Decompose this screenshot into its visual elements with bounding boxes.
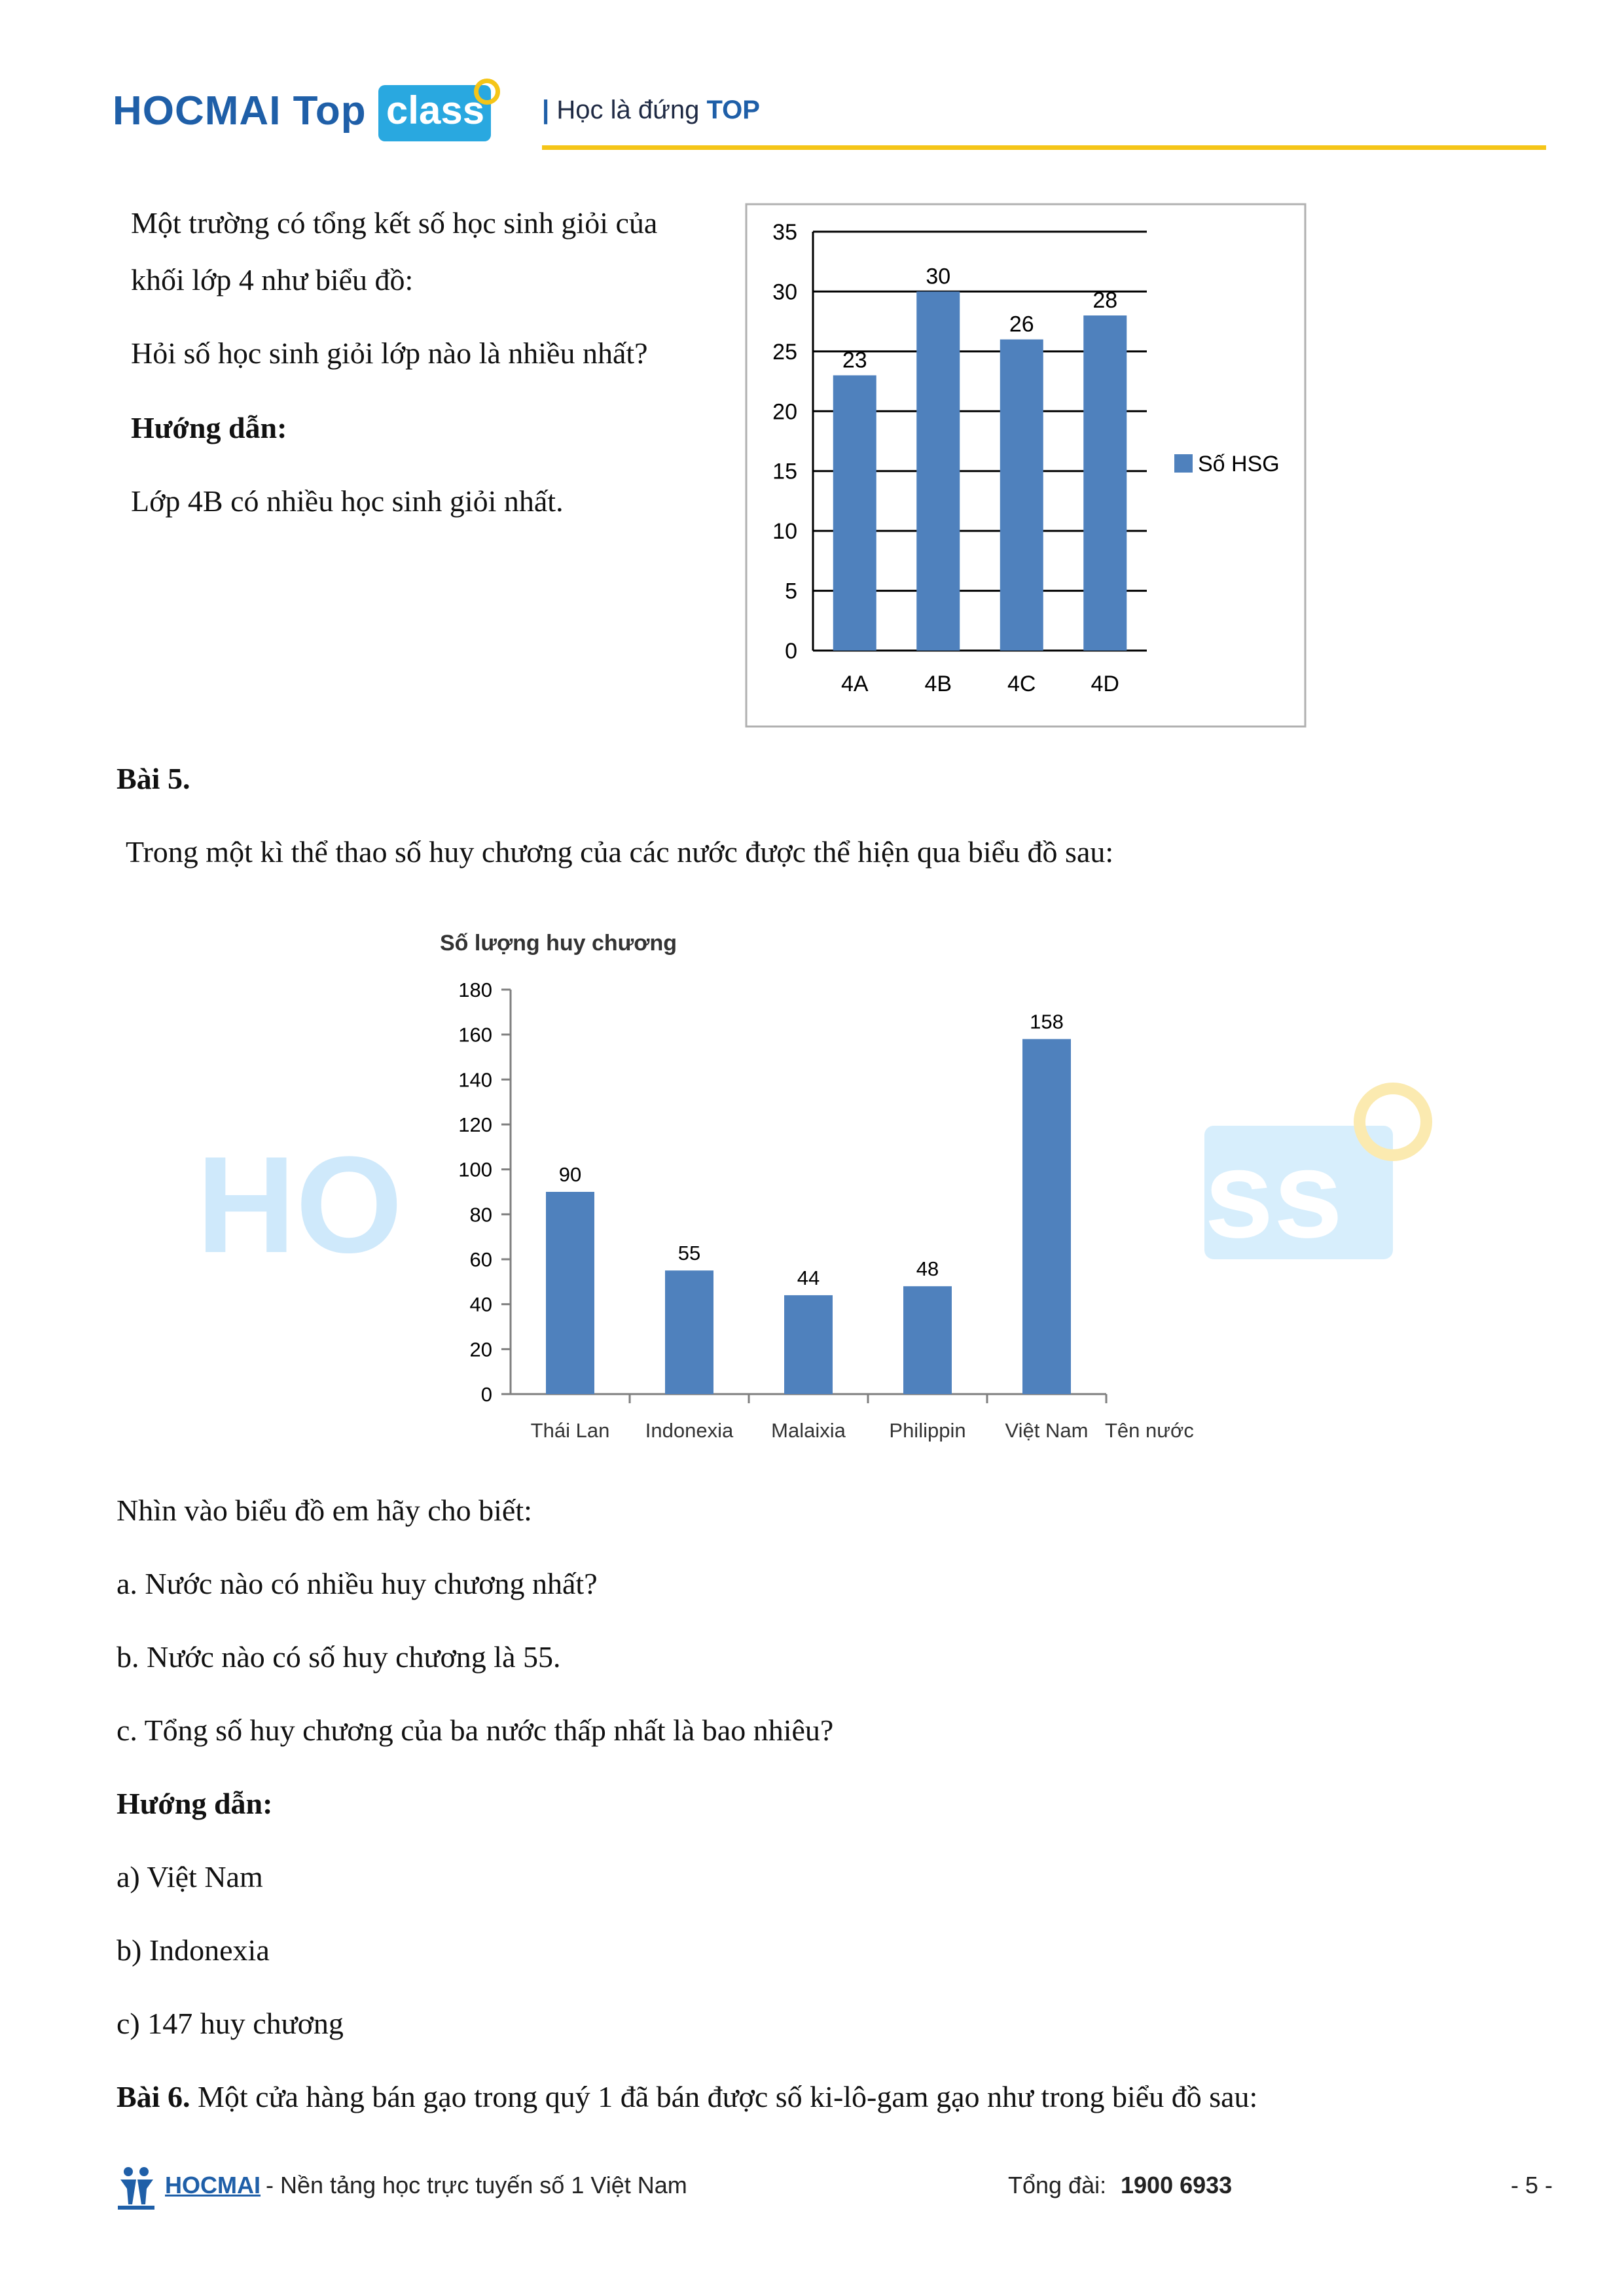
- ex5-answer-c: c) 147 huy chương: [117, 2007, 344, 2040]
- bar: [1000, 340, 1043, 651]
- bar: [916, 291, 960, 651]
- data-label: 90: [558, 1163, 582, 1186]
- ex4-question-line2: khối lớp 4 như biểu đồ:: [131, 263, 414, 296]
- y-tick-label: 20: [469, 1338, 492, 1361]
- x-tick-label: Philippin: [889, 1419, 966, 1442]
- data-label: 44: [797, 1266, 820, 1289]
- x-tick-label: 4D: [1091, 672, 1119, 696]
- chart-title: Số lượng huy chương: [440, 931, 677, 956]
- bar: [1022, 1039, 1071, 1394]
- page-number: - 5 -: [1511, 2172, 1553, 2198]
- slogan-bar: |: [542, 96, 550, 124]
- y-tick-label: 100: [458, 1158, 492, 1181]
- y-tick-label: 25: [772, 339, 797, 365]
- ex4-question-line3: Hỏi số học sinh giỏi lớp nào là nhiều nhất?: [131, 336, 648, 370]
- x-tick-label: Malaixia: [771, 1419, 846, 1442]
- y-tick-label: 180: [458, 978, 492, 1001]
- data-label: 48: [916, 1257, 939, 1281]
- y-tick-label: 120: [458, 1113, 492, 1136]
- slogan-top: TOP: [706, 96, 760, 124]
- y-tick-label: 80: [469, 1203, 492, 1227]
- bar: [546, 1192, 594, 1394]
- data-label: 30: [926, 264, 951, 289]
- hocmai-logo: [113, 88, 367, 134]
- ex6-title: Bài 6.: [117, 2080, 190, 2113]
- ex5-title: Bài 5.: [117, 762, 190, 795]
- data-label: 26: [1009, 312, 1034, 337]
- gear-icon: [474, 79, 500, 105]
- legend-swatch: [1174, 454, 1193, 473]
- ex5-question-c: c. Tổng số huy chương của ba nước thấp nhất là bao nhiêu?: [117, 1713, 834, 1747]
- y-tick-label: 0: [480, 1383, 492, 1406]
- ex6-text: Một cửa hàng bán gạo trong quý 1 đã bán được số ki-lô-gam gạo như trong biểu đồ sau:: [197, 2080, 1258, 2113]
- bar: [784, 1295, 833, 1394]
- data-label: 28: [1092, 288, 1118, 313]
- data-label: 158: [1030, 1010, 1064, 1033]
- y-tick-label: 140: [458, 1068, 492, 1092]
- chart-medals: [419, 916, 1244, 1453]
- y-tick-label: 0: [785, 639, 797, 664]
- bar: [903, 1286, 952, 1394]
- x-tick-label: Việt Nam: [1005, 1419, 1089, 1442]
- footer-brand-link[interactable]: HOCMAI: [165, 2172, 261, 2198]
- y-tick-label: 10: [772, 519, 797, 545]
- header-rule: [542, 145, 1546, 150]
- data-label: 23: [842, 348, 867, 373]
- x-tick-label: Indonexia: [645, 1419, 734, 1442]
- bar: [1083, 315, 1127, 651]
- y-tick-label: 35: [772, 220, 797, 245]
- y-tick-label: 40: [469, 1293, 492, 1316]
- ex5-answer-b: b) Indonexia: [117, 1933, 270, 1967]
- slogan: [542, 96, 760, 125]
- ex5-intro: Trong một kì thể thao số huy chương của các nước được thể hiện qua biểu đồ sau:: [126, 835, 1114, 869]
- ex4-question-line1: Một trường có tổng kết số học sinh giỏi của: [131, 206, 658, 240]
- ex6-line: [117, 2079, 1257, 2115]
- x-tick-label: Thái Lan: [530, 1419, 610, 1442]
- ex5-question-a: a. Nước nào có nhiều huy chương nhất?: [117, 1567, 598, 1600]
- ex4-answer: Lớp 4B có nhiều học sinh giỏi nhất.: [131, 484, 564, 518]
- x-axis-label: Tên nước: [1105, 1419, 1194, 1442]
- slogan-text: Học là đứng: [556, 96, 700, 124]
- bar: [833, 375, 876, 651]
- watermark-right: ss: [1204, 1125, 1343, 1264]
- legend-label: Số HSG: [1198, 452, 1280, 476]
- footer-phone: 1900 6933: [1121, 2172, 1233, 2198]
- y-tick-label: 160: [458, 1023, 492, 1047]
- ex5-prompt: Nhìn vào biểu đồ em hãy cho biết:: [117, 1494, 532, 1527]
- ex5-question-b: b. Nước nào có số huy chương là 55.: [117, 1640, 561, 1674]
- x-tick-label: 4C: [1007, 672, 1036, 696]
- y-tick-label: 20: [772, 399, 797, 425]
- y-tick-label: 5: [785, 579, 797, 604]
- footer-tagline: - Nền tảng học trực tuyến số 1 Việt Nam: [266, 2172, 687, 2198]
- hocmai-people-icon: [115, 2165, 157, 2211]
- y-tick-label: 15: [772, 459, 797, 484]
- y-tick-label: 60: [469, 1248, 492, 1271]
- ex5-answer-a: a) Việt Nam: [117, 1860, 263, 1893]
- y-tick-label: 30: [772, 279, 797, 305]
- ex4-guide-label: Hướng dẫn:: [131, 411, 287, 444]
- watermark-left: HO: [196, 1128, 403, 1282]
- chart-hsg: [745, 203, 1307, 728]
- logo-top: Top: [293, 88, 367, 134]
- x-tick-label: 4A: [840, 672, 869, 696]
- watermark-gear-icon: [1354, 1083, 1432, 1161]
- bar: [665, 1270, 713, 1394]
- logo-class-text: class: [386, 88, 485, 132]
- footer-phone-label: Tổng đài:: [1008, 2172, 1107, 2198]
- ex5-guide-label: Hướng dẫn:: [117, 1787, 273, 1820]
- logo-brand: HOCMAI: [113, 88, 281, 134]
- data-label: 55: [677, 1242, 701, 1265]
- x-tick-label: 4B: [924, 672, 952, 696]
